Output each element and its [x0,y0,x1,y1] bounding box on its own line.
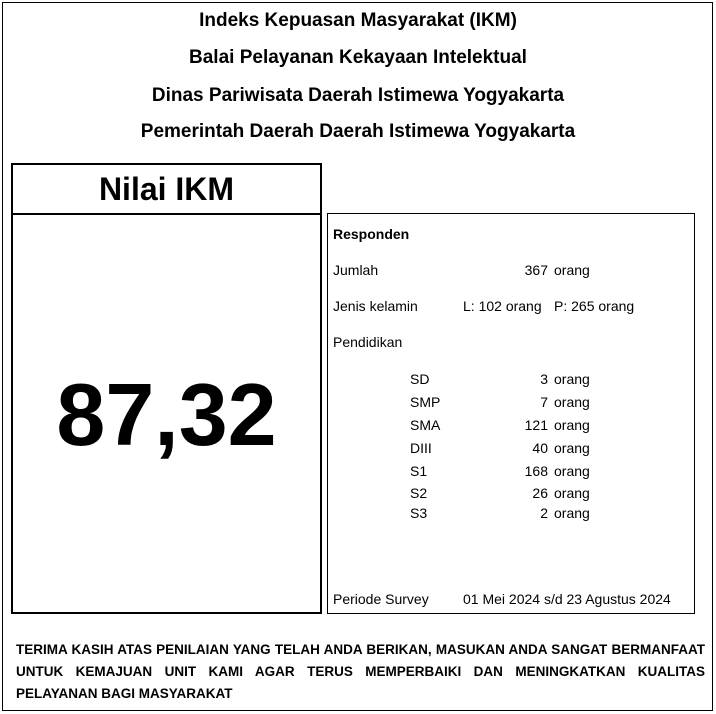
title-line-1: Indeks Kepuasan Masyarakat (IKM) [199,10,517,31]
education-unit: orang [554,371,590,387]
education-unit: orang [554,505,590,521]
education-level: SD [410,371,430,387]
education-unit: orang [554,463,590,479]
title-line-4: Pemerintah Daerah Daerah Istimewa Yogyakarta [140,121,576,142]
education-level: SMA [410,417,441,433]
gender-label: Jenis kelamin [333,298,418,314]
total-unit: orang [554,262,590,278]
thank-you-message: TERIMA KASIH ATAS PENILAIAN YANG TELAH ANDA BERIKAN, MASUKAN ANDA SANGAT BERMANFAAT UNTUK KEMAJUAN UNIT KAMI AGAR TERUS MEMPERBAIKI DAN MENINGKATKAN KUALITAS PELAYANAN BAGI MASYARAKAT [16,642,705,701]
education-unit: orang [554,485,590,501]
total-label: Jumlah [333,262,379,278]
period-value: 01 Mei 2024 s/d 23 Agustus 2024 [463,591,671,607]
title-line-3: Dinas Pariwisata Daerah Istimewa Yogyakarta [151,85,565,106]
total-value: 367 [524,262,548,278]
ikm-panel [11,163,322,614]
period-label: Periode Survey [333,591,429,607]
education-count: 7 [540,394,548,410]
education-level: S3 [410,505,428,521]
education-level: S1 [410,463,428,479]
education-count: 168 [524,463,548,479]
respondent-heading: Responden [333,226,410,242]
education-count: 26 [532,485,548,501]
education-unit: orang [554,394,590,410]
education-level: S2 [410,485,428,501]
education-count: 40 [532,440,548,456]
education-count: 3 [540,371,548,387]
title-line-2: Balai Pelayanan Kekayaan Intelektual [189,47,527,68]
education-level: SMP [410,394,441,410]
ikm-score: 87,32 [56,365,277,464]
education-unit: orang [554,417,590,433]
ikm-title: Nilai IKM [13,165,320,215]
education-level: DIII [410,440,432,456]
gender-female: P: 265 orang [554,298,635,314]
respondent-panel [327,213,695,614]
education-label: Pendidikan [333,334,403,350]
education-count: 2 [540,505,548,521]
education-count: 121 [524,417,548,433]
gender-male: L: 102 orang [463,298,542,314]
education-unit: orang [554,440,590,456]
